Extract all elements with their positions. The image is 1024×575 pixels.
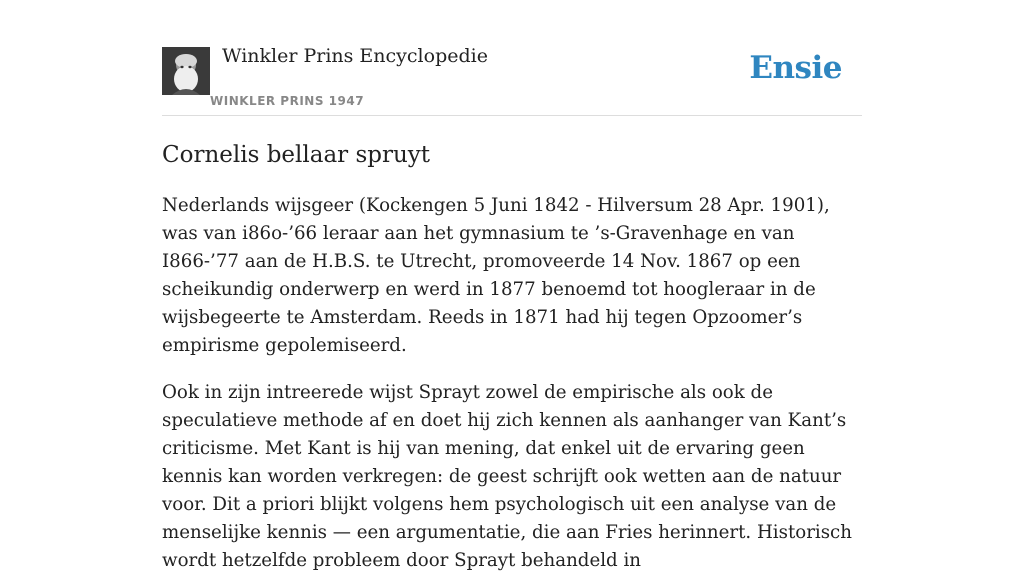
source-title[interactable]: Winkler Prins Encyclopedie bbox=[222, 45, 488, 67]
source-subtitle: WINKLER PRINS 1947 bbox=[210, 94, 365, 108]
source-header bbox=[162, 0, 862, 116]
brand-logo-link[interactable]: Ensie bbox=[749, 50, 842, 86]
article-title: Cornelis bellaar spruyt bbox=[162, 142, 431, 168]
page-container bbox=[162, 0, 862, 575]
article-body bbox=[162, 192, 862, 575]
article-paragraph: Nederlands wijsgeer (Kockengen 5 Juni 1842 - Hilversum 28 Apr. 1901), was van i86o-’66 leraar aan het gymnasium te ’s-Gravenhage en van I866-’77 aan de H.B.S. te Utrecht, promoveerde 14 Nov. 1867 op een scheikundig onderwerp en werd in 1877 benoemd tot hoogleraar in de wijsbegeerte te Amsterdam. Reeds in 1871 had hij tegen Opzoomer’s empirisme gepolemiseerd. bbox=[162, 195, 830, 356]
avatar[interactable] bbox=[162, 47, 210, 95]
article-paragraph: Ook in zijn intreerede wijst Sprayt zowel de empirische als ook de speculatieve methode af en doet hij zich kennen als aanhanger van Kant’s criticisme. Met Kant is hij van mening, dat enkel uit de ervaring geen kennis kan worden verkregen: de geest schrijft ook wetten aan de natuur voor. Dit a priori blijkt volgens hem psychologisch uit een analyse van de menselijke kennis — een argumentatie, die aan Fries herinnert. Historisch wordt hetzelfde probleem door Sprayt behandeld in bbox=[162, 382, 852, 571]
bearded-man-portrait-icon bbox=[162, 47, 210, 95]
